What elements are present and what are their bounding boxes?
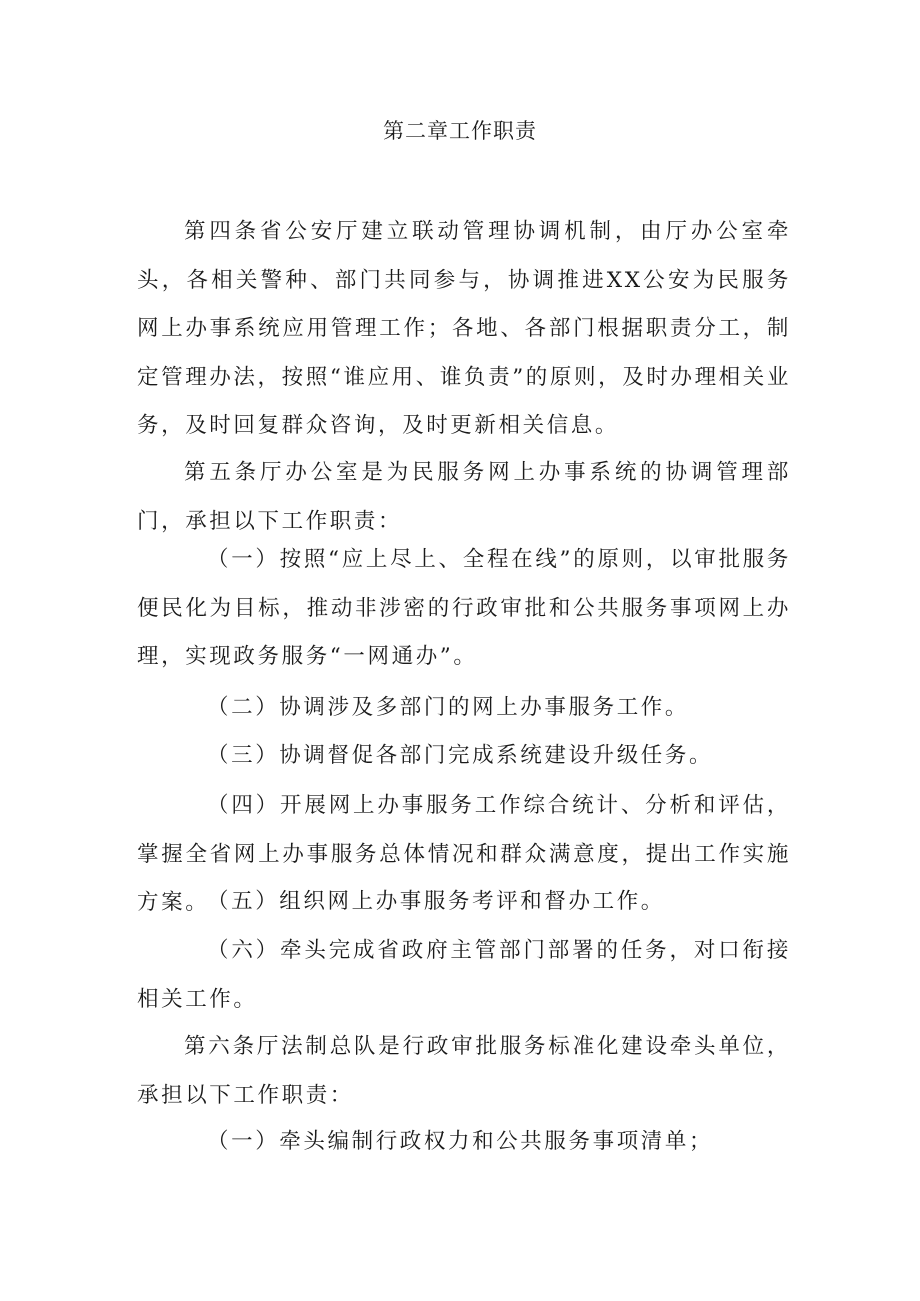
paragraph-article-5: 第五条厅办公室是为民服务网上办事系统的协调管理部门，承担以下工作职责：: [137, 460, 791, 534]
paragraph-item-6: （六）牵头完成省政府主管部门部署的任务，对口衔接相关工作。: [137, 938, 791, 1012]
paragraph-article-6-item-1: （一）牵头编制行政权力和公共服务事项清单；: [207, 1129, 714, 1154]
paragraph-item-5: （五）组织网上办事服务考评和督办工作。: [207, 889, 665, 914]
paragraph-item-1: （一）按照“应上尽上、全程在线”的原则，以审批服务便民化为目标，推动非涉密的行政审批和公共服务事项网上办理，实现政务服务“一网通办”。: [137, 547, 791, 669]
chapter-title: 第二章工作职责: [383, 119, 537, 143]
paragraph-item-2: （二）协调涉及多部门的网上办事服务工作。: [207, 695, 690, 720]
paragraph-item-4: （四）开展网上办事服务工作综合统计、分析和评估，掌握全省网上办事服务总体情况和群众满意度，提出工作实施方案。: [137, 793, 791, 915]
paragraph-article-6: 第六条厅法制总队是行政审批服务标准化建设牵头单位，承担以下工作职责：: [137, 1034, 791, 1108]
paragraph-item-3: （三）协调督促各部门完成系统建设升级任务。: [207, 743, 714, 768]
paragraph-article-4: 第四条省公安厅建立联动管理协调机制，由厅办公室牵头，各相关警种、部门共同参与，协调推进XX公安为民服务网上办事系统应用管理工作；各地、各部门根据职责分工，制定管理办法，按照“谁应用、谁负责”的原则，及时办理相关业务，及时回复群众咨询，及时更新相关信息。: [137, 219, 791, 438]
